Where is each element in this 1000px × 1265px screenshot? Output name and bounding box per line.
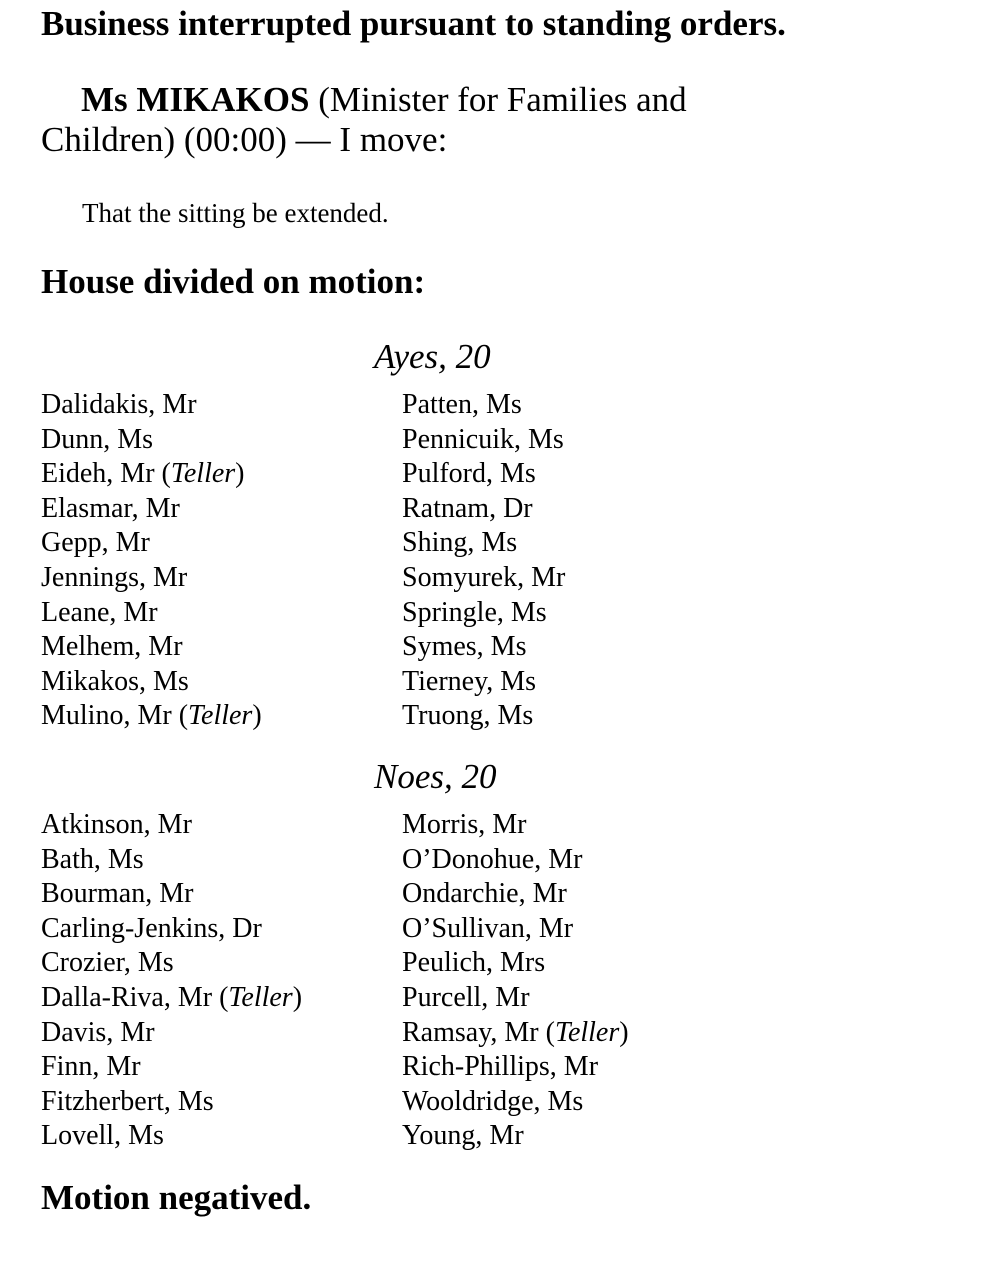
result-heading: Motion negatived. [41, 1178, 312, 1217]
member-row [402, 596, 565, 631]
interruption-heading: Business interrupted pursuant to standing orders. [41, 4, 786, 43]
member-name: Fitzherbert, Ms [41, 1085, 214, 1117]
member-name: Davis, Mr [41, 1016, 155, 1048]
member-name: Rich-Phillips, Mr [402, 1051, 599, 1083]
member-row [402, 912, 629, 947]
member-name: Bath, Ms [41, 843, 144, 875]
member-name: Patten, Ms [402, 389, 522, 420]
member-row [41, 1085, 302, 1120]
speech-paragraph [41, 80, 741, 160]
member-name: Shing, Ms [402, 527, 518, 559]
member-row [402, 526, 565, 561]
division-heading: House divided on motion: [41, 262, 426, 301]
member-row [41, 630, 262, 665]
member-name: Young, Mr [402, 1120, 524, 1152]
member-name: Jennings, Mr [41, 561, 188, 593]
member-row: Ramsay, Mr (Teller) [402, 1016, 629, 1048]
member-name: Bourman, Mr [41, 878, 194, 910]
member-name: Ramsay, Mr [402, 1016, 539, 1048]
member-row [402, 561, 565, 596]
ayes-left-column [41, 388, 262, 734]
speaker-name: Ms MIKAKOS [81, 80, 310, 119]
member-row: Mulino, Mr (Teller) [41, 700, 262, 732]
speaker-details: (Minister for Families and Children) (00:00) — I move: [41, 80, 687, 159]
member-row [41, 912, 302, 947]
member-row [402, 388, 565, 423]
teller-label: Teller [170, 458, 236, 490]
member-row [41, 561, 262, 596]
member-name: Melhem, Mr [41, 631, 183, 663]
member-row [41, 423, 262, 458]
teller-label: Teller [554, 1016, 620, 1048]
member-row [41, 1016, 302, 1051]
member-row [402, 457, 565, 492]
member-name: Elasmar, Mr [41, 492, 180, 524]
member-name: Carling-Jenkins, Dr [41, 912, 262, 944]
member-row [41, 665, 262, 700]
motion-text: That the sitting be extended. [82, 198, 389, 228]
noes-right-column [402, 808, 629, 1154]
member-name: Dunn, Ms [41, 423, 154, 455]
member-row [402, 1050, 629, 1085]
member-row [402, 1119, 629, 1154]
member-name: Purcell, Mr [402, 981, 530, 1013]
member-name: O’Sullivan, Mr [402, 912, 574, 944]
member-row [402, 808, 629, 843]
member-name: Atkinson, Mr [41, 809, 192, 840]
member-row [402, 423, 565, 458]
member-name: Tierney, Ms [402, 665, 537, 697]
member-name: Gepp, Mr [41, 527, 150, 559]
member-name: Morris, Mr [402, 809, 527, 840]
member-name: Dalla-Riva, Mr [41, 981, 213, 1013]
member-name: Springle, Ms [402, 596, 547, 628]
noes-title: Noes, 20 [374, 757, 497, 796]
member-row [41, 843, 302, 878]
member-name: Ratnam, Dr [402, 492, 533, 524]
member-row [41, 1050, 302, 1085]
member-row [41, 526, 262, 561]
member-row [402, 665, 565, 700]
ayes-right-column [402, 388, 565, 734]
member-name: Wooldridge, Ms [402, 1085, 584, 1117]
ayes-title: Ayes, 20 [374, 337, 491, 376]
member-row [41, 808, 302, 843]
member-name: Pulford, Ms [402, 458, 536, 490]
member-name: Leane, Mr [41, 596, 158, 628]
member-row [402, 630, 565, 665]
teller-label: Teller [188, 700, 253, 732]
member-row [402, 843, 629, 878]
member-row [402, 492, 565, 527]
member-name: Ondarchie, Mr [402, 878, 567, 910]
member-row [41, 492, 262, 527]
member-name: Truong, Ms [402, 700, 534, 732]
member-name: Symes, Ms [402, 631, 527, 663]
member-name: Eideh, Mr [41, 458, 155, 490]
member-row [402, 946, 629, 981]
member-row [41, 596, 262, 631]
teller-label: Teller [228, 981, 293, 1013]
member-row [402, 699, 565, 734]
member-row [402, 877, 629, 912]
member-name: Peulich, Mrs [402, 947, 546, 979]
member-row [402, 981, 629, 1016]
member-row [41, 877, 302, 912]
member-row [41, 388, 262, 423]
member-name: Mikakos, Ms [41, 665, 189, 697]
member-name: Crozier, Ms [41, 947, 174, 979]
member-row: Eideh, Mr (Teller) [41, 458, 245, 490]
member-name: Somyurek, Mr [402, 561, 566, 593]
member-row [41, 946, 302, 981]
member-name: O’Donohue, Mr [402, 843, 583, 875]
member-row: Dalla-Riva, Mr (Teller) [41, 981, 303, 1013]
member-row [41, 1119, 302, 1154]
member-name: Lovell, Ms [41, 1120, 164, 1152]
member-name: Pennicuik, Ms [402, 423, 564, 455]
member-name: Finn, Mr [41, 1051, 141, 1083]
member-name: Dalidakis, Mr [41, 389, 197, 420]
member-row [402, 1085, 629, 1120]
noes-left-column [41, 808, 302, 1154]
member-name: Mulino, Mr [41, 700, 172, 732]
